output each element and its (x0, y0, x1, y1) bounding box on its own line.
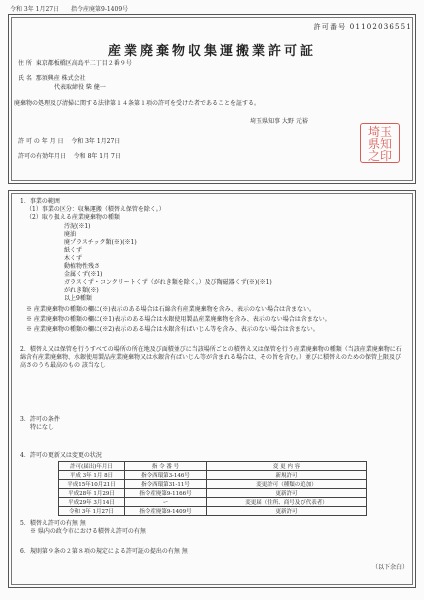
representative: 代表取締役 柴 健一 (54, 84, 106, 91)
waste-type-item: 木くず (64, 255, 83, 262)
table-row: 平成28年 1月29日 指令産廃第9-1166号 更新許可 (59, 489, 367, 498)
permit-number: 許可番号 01102036551 (313, 23, 412, 31)
table-row: 平成15年10月21日 指令西環第31-11号 変更許可（種類の追加） (59, 480, 367, 489)
waste-type-item: 廃プラスチック類(※)(※1) (64, 239, 137, 246)
storage-section: 2．積替え又は保管を行うすべての場所の所在地及び面積並びに当該場所ごとの積替え又は保管を行う産業廃棄物の種類（当該産業廃棄物に石綿含有産業廃棄物、水銀使用製品産業廃棄物又は水銀含有ばいじん等が含まれる場合は、その旨を含む。）並びに積替えのための保管上限及び高さのうち最高のもの 該当なし (20, 346, 402, 369)
official-seal-icon: 埼玉 県知 之印 (360, 123, 400, 163)
table-row: 令和 3年 1月27日 指令産廃第9-1409号 更新許可 (59, 507, 367, 516)
permit-history-table: 許可(届出)年月日 指 令 番 号 変 更 内 容 平成 3年 1月 8日 指令西環第3-146号 新規許可 平成15年10月21日 指令西環第31-11号 変更許可（種類の追加） 平成28年 1月29日 指令産廃第9-1166号 更新許可 平成29年 3月14日 ー 変更届（住所、商号及び代表者） 令和 3年 1月27日 指令産廃第9-1409号 更新許可 (58, 461, 367, 516)
company-name: 那須興産 株式会社 (35, 75, 86, 82)
waste-type-item: 動植物性残さ (64, 263, 101, 270)
issuer: 埼玉県知事 大野 元裕 (250, 118, 308, 125)
table-row: 平成 3年 1月 8日 指令西環第3-146号 新規許可 (59, 471, 367, 480)
header-ref: 指令産廃第9-1409号 (71, 6, 129, 13)
page-title: 産業廃棄物収集運搬業許可証 (107, 44, 316, 59)
permit-document: 令和 3年 1月27日 指令産廃第9-1409号 許可番号 01102036551 産業廃棄物収集運搬業許可証 住 所 東京都板橋区高島平二丁目２番９号 氏 名 那須興産 株式会社 代表取締役 柴 健一 廃棄物の処理及び清掃に関する法律第１４条第１項の許可を受けた者であることを証する。 埼玉県知事 大野 元裕 許 可 の 年 月 日 令和 3年 1月27日 許可の有効年月日 令和 8年 1月 7日 埼玉 県知 之印 1．事業の範囲 （1）事業の区分：収集運搬（積替え保管を除く。） （2）取り扱える産業廃棄物の種類 汚泥(※1) 廃油 廃プラスチック類(※)(※1) 紙くず 木くず 動植物性残さ 金属くず(※1) ガラスくず・コンクリートくず（がれき類を除く。）及び陶磁器くず(※)(※1) がれき類(※) 以上9種類 ※ 産業廃棄物の種類の欄に(※)表示のある場合は石綿含有産業廃棄物を含み、表示のない場合は含まない。 ※ 産業廃棄物の種類の欄に(※1)表示のある場合は水銀使用製品産業廃棄物を含み、表示のない場合は含まない。 ※ 産業廃棄物の種類の欄に(※2)表示のある場合は水銀含有ばいじん等を含み、表示のない場合は含まない。 2．積替え又は保管を行うすべての場所の所在地及び面積並びに当該場所ごとの積替え又は保管を行う産業廃棄物の種類（当該産業廃棄物に石綿含有産業廃棄物、水銀使用製品産業廃棄物又は水銀含有ばいじん等が含まれる場合は、その旨を含む。）並びに積替えのための保管上限及び高さのうち最高のもの 該当なし 3．許可の条件 特になし 4．許可の更新又は変更の状況 許可(届出)年月日 指 令 番 号 変 更 内 容 平成 3年 1月 8日 指令西環第3-146号 新規許可 平成15年10月21日 指令西環第31-11号 変更許可（種類の追加） 平成28年 1月29日 指令産廃第9-1166号 更新許可 平成29年 3月14日 ー 変更届（住所、商号及び代表者） 令和 3年 1月27日 指令産廃第9-1409号 更新許可 5．積替え許可の有無 無 ※ 県内の政令市における積替え許可の有無 6．規則第９条の２第８項の規定による許可証の提出の有無 無 （以下余白） (0, 0, 424, 600)
permit-date-row: 許 可 の 年 月 日 令和 3年 1月27日 (18, 138, 121, 145)
statement: 廃棄物の処理及び清掃に関する法律第１４条第１項の許可を受けた者であることを証する。 (14, 100, 261, 107)
end-note: （以下余白） (371, 564, 408, 571)
expiry-row: 許可の有効年月日 令和 8年 1月 7日 (18, 153, 121, 160)
waste-type-item: 汚泥(※1) (64, 223, 91, 230)
name-row: 氏 名 那須興産 株式会社 (18, 75, 86, 82)
waste-type-item: 金属くず(※1) (64, 271, 103, 278)
header-line (10, 4, 138, 13)
address-row: 住 所 東京都板橋区高島平二丁目２番９号 (18, 60, 132, 67)
address: 東京都板橋区高島平二丁目２番９号 (35, 60, 132, 67)
waste-type-item: 廃油 (64, 231, 77, 238)
table-row: 平成29年 3月14日 ー 変更届（住所、商号及び代表者） (59, 498, 367, 507)
waste-type-item: がれき類(※) (64, 287, 99, 294)
header-date: 令和 3年 1月27日 (10, 6, 60, 13)
waste-type-item: 以上9種類 (64, 295, 92, 302)
waste-type-item: 紙くず (64, 247, 83, 254)
waste-type-item: ガラスくず・コンクリートくず（がれき類を除く。）及び陶磁器くず(※)(※1) (64, 279, 272, 286)
